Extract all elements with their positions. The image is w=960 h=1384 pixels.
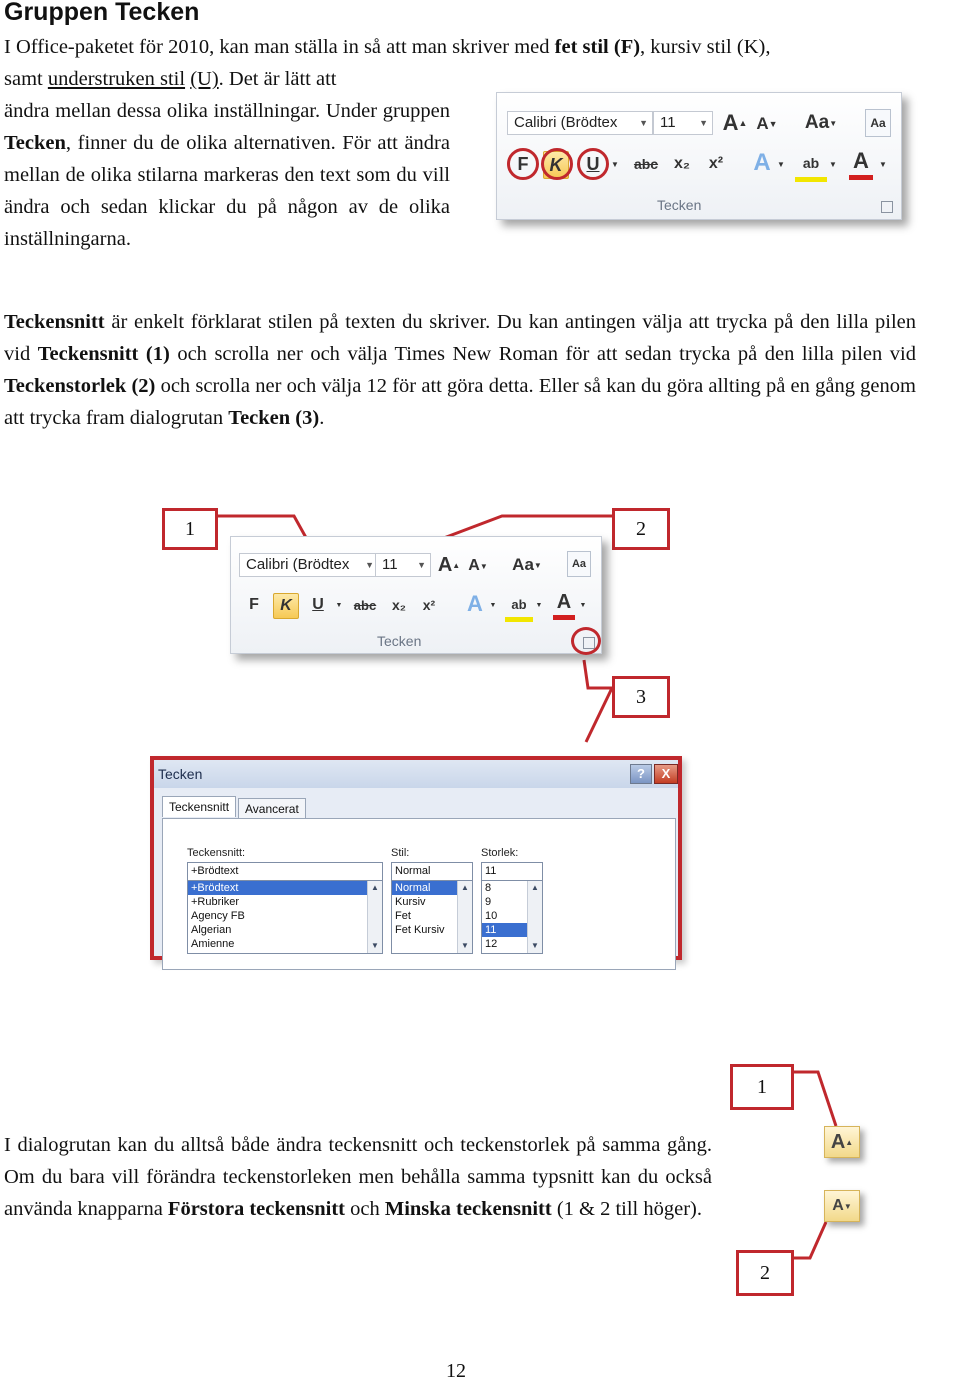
shrink-font-icon[interactable]: A ▼	[756, 114, 778, 133]
dialog-title-bar	[154, 760, 678, 788]
font-size-combo[interactable]	[375, 553, 431, 577]
scroll-down-icon[interactable]: ▼	[461, 941, 469, 950]
p2-bold: Teckensnitt	[4, 311, 105, 333]
list-item[interactable]: 12	[485, 938, 498, 950]
font-color-glyph: A	[556, 590, 572, 613]
shrink-font-glyph: A	[756, 114, 769, 133]
list-item[interactable]: Algerian	[191, 924, 232, 936]
list-item[interactable]: Normal	[392, 881, 472, 895]
scroll-up-icon[interactable]: ▲	[531, 883, 539, 892]
tab-panel	[162, 818, 676, 970]
ribbon-tecken-group-2	[230, 536, 602, 654]
side-callout-1: 1	[730, 1064, 794, 1110]
font-dialog	[150, 756, 682, 960]
intro-underline-key: (U)	[190, 68, 219, 90]
bold-button[interactable]	[243, 593, 265, 617]
page-heading: Gruppen Tecken	[4, 0, 200, 26]
group-label: Tecken	[377, 633, 422, 649]
clear-formatting-icon[interactable]: Aa	[865, 109, 891, 137]
size-label: Storlek:	[481, 847, 519, 859]
text-effects-icon[interactable]	[463, 591, 487, 617]
p2-text: och scrolla ner och välja Times New Roman för att sedan trycka på den lilla pilen vid	[169, 343, 917, 365]
dropdown-arrow-icon[interactable]: ▼	[417, 560, 426, 570]
strike-glyph: abc	[633, 156, 659, 172]
font-color-dropdown-icon[interactable]: ▼	[879, 159, 887, 169]
side-callout-2: 2	[736, 1250, 794, 1296]
scrollbar[interactable]	[457, 881, 472, 953]
p2-text: är enkelt förklarat stilen på texten du skriver. Du kan antingen välja att trycka på den lilla pilen vid	[4, 311, 916, 365]
p2-text: .	[319, 407, 325, 429]
intro-bold-fet: fet stil (F)	[554, 36, 641, 58]
size-list[interactable]	[481, 880, 543, 954]
superscript-icon[interactable]	[417, 593, 441, 617]
list-item[interactable]: 9	[485, 896, 492, 908]
italic-glyph: K	[549, 154, 563, 175]
shrink-font-button[interactable]: A ▼	[824, 1190, 860, 1222]
list-item[interactable]: Kursiv	[395, 896, 426, 908]
dropdown-arrow-icon[interactable]: ▼	[365, 560, 374, 570]
highlight-circle-launcher	[571, 627, 601, 655]
p2-text: och scrolla ner och välja 12 för att göra detta. Eller så kan du göra allting på en gång genom att trycka fram dialogrutan	[4, 375, 916, 429]
help-button[interactable]: ?	[630, 764, 652, 784]
style-list[interactable]	[391, 880, 473, 954]
strikethrough-icon[interactable]	[351, 593, 379, 617]
grow-font-icon[interactable]: A ▲	[722, 110, 748, 135]
shrink-font-glyph: A	[832, 1197, 844, 1214]
highlight-dropdown-icon[interactable]: ▼	[535, 601, 543, 609]
list-item[interactable]: Fet Kursiv	[395, 924, 445, 936]
list-item[interactable]: 10	[485, 910, 498, 922]
change-case-glyph: Aa	[804, 112, 830, 133]
dropdown-arrow-icon[interactable]: ▼	[639, 118, 648, 128]
clear-formatting-icon[interactable]: Aa	[567, 551, 591, 577]
scroll-up-icon[interactable]: ▲	[371, 883, 379, 892]
font-size-value: 11	[660, 114, 676, 131]
italic-glyph: K	[280, 597, 292, 614]
grow-font-button[interactable]: A ▲	[824, 1126, 860, 1158]
dialog-title: Tecken	[158, 766, 203, 782]
superscript-glyph: x²	[422, 597, 436, 613]
font-color-dropdown-icon[interactable]: ▼	[579, 601, 587, 609]
dropdown-arrow-icon[interactable]: ▼	[699, 118, 708, 128]
bold-glyph: F	[249, 596, 259, 613]
callout-line-3a	[584, 660, 612, 688]
side-callout-line-2	[794, 1222, 826, 1258]
page-number: 12	[446, 1360, 466, 1382]
change-case-icon[interactable]: Aa ▼	[512, 555, 542, 574]
scroll-up-icon[interactable]: ▲	[461, 883, 469, 892]
shrink-font-icon[interactable]: A ▼	[468, 557, 488, 574]
grow-font-glyph: A	[830, 1130, 846, 1153]
intro-bold-tecken: Tecken	[4, 132, 66, 154]
style-label: Stil:	[391, 847, 410, 859]
intro-text: I Office-paketet för 2010, kan man ställa in så att man skriver med	[4, 36, 555, 58]
intro-text: , finner du de olika alternativen. För att ändra mellan de olika stilarna markeras den text som du vill ändra och sedan klickar du på någon av de olika inställningarna.	[4, 132, 450, 250]
callout-3: 3	[612, 676, 670, 718]
list-item[interactable]: 11	[482, 923, 542, 937]
effects-dropdown-icon[interactable]: ▼	[489, 601, 497, 609]
highlight-glyph: ab	[511, 596, 527, 612]
italic-button[interactable]	[273, 593, 299, 619]
p2-bold: Teckenstorlek (2)	[4, 375, 156, 397]
scrollbar[interactable]	[367, 881, 382, 953]
grow-font-glyph: A	[437, 553, 453, 576]
underline-dropdown-icon[interactable]: ▼	[335, 601, 343, 609]
subscript-glyph: x₂	[391, 597, 406, 613]
p3-text: (1 & 2 till höger).	[551, 1198, 703, 1220]
intro-text: . Det är lätt att	[218, 68, 337, 90]
list-item[interactable]: +Brödtext	[188, 881, 382, 895]
callout-2: 2	[612, 508, 670, 550]
font-name-value: Calibri (Brödtex	[514, 114, 618, 131]
close-button[interactable]: X	[654, 764, 678, 784]
intro-text: , kursiv stil (K),	[640, 36, 771, 58]
effects-glyph: A	[753, 149, 771, 176]
grow-font-glyph: A	[722, 110, 739, 135]
p2-bold: Teckensnitt (1)	[37, 343, 170, 365]
intro-text: ändra mellan dessa olika inställningar. Under gruppen	[4, 100, 450, 122]
underline-glyph: U	[586, 153, 600, 174]
highlight-glyph: ab	[802, 155, 820, 171]
shrink-font-glyph: A	[468, 557, 480, 574]
scroll-down-icon[interactable]: ▼	[371, 941, 379, 950]
tab-teckensnitt[interactable]: Teckensnitt	[162, 796, 236, 817]
underline-dropdown-icon[interactable]: ▼	[611, 159, 619, 169]
callout-1: 1	[162, 508, 218, 550]
underline-glyph: U	[312, 596, 324, 613]
effects-dropdown-icon[interactable]: ▼	[777, 159, 785, 169]
paragraph-3	[4, 1129, 712, 1225]
highlight-dropdown-icon[interactable]: ▼	[829, 159, 837, 169]
font-name-value: Calibri (Brödtex	[246, 556, 350, 573]
font-name-combo[interactable]	[239, 553, 379, 577]
list-item[interactable]: 8	[485, 882, 492, 894]
intro-underline: understruken stil	[47, 68, 186, 90]
p3-bold: Förstora teckensnitt	[167, 1198, 345, 1220]
p3-bold: Minska teckensnitt	[384, 1198, 552, 1220]
superscript-glyph: x²	[708, 155, 724, 172]
list-item[interactable]: Fet	[395, 910, 411, 922]
side-callout-line-1	[794, 1072, 836, 1126]
effects-glyph: A	[467, 591, 483, 616]
scroll-down-icon[interactable]: ▼	[531, 941, 539, 950]
bold-glyph: F	[517, 153, 529, 174]
underline-button[interactable]	[307, 593, 329, 617]
intro-text: samt	[4, 68, 48, 90]
font-list[interactable]	[187, 880, 383, 954]
group-label: Tecken	[657, 197, 702, 213]
style-input[interactable]: Normal	[391, 862, 473, 881]
tab-avancerat[interactable]: Avancerat	[238, 798, 306, 819]
grow-font-icon[interactable]: A ▲	[437, 553, 461, 576]
p2-bold: Tecken (3)	[228, 407, 320, 429]
list-item[interactable]: Amienne	[191, 938, 235, 950]
change-case-icon[interactable]: Aa ▼	[804, 112, 838, 133]
list-item[interactable]: Agency FB	[191, 910, 245, 922]
strike-glyph: abc	[353, 597, 377, 613]
subscript-icon[interactable]	[387, 593, 411, 617]
size-input[interactable]: 11	[481, 862, 543, 881]
subscript-glyph: x₂	[673, 155, 690, 172]
font-label: Teckensnitt:	[187, 847, 246, 859]
p3-text: och	[344, 1198, 385, 1220]
p3-text: I dialogrutan kan du alltså både ändra teckensnitt och teckenstorlek på samma gång. Om du bara vill förändra teckenstorleken men behålla samma typsnitt kan du också använda knapparna	[4, 1134, 712, 1220]
font-size-value: 11	[382, 556, 398, 573]
text-highlight-icon[interactable]	[505, 591, 533, 622]
list-item[interactable]: +Rubriker	[191, 896, 239, 908]
font-input[interactable]: +Brödtext	[187, 862, 383, 881]
change-case-glyph: Aa	[512, 555, 534, 574]
font-color-icon[interactable]	[553, 589, 575, 620]
scrollbar[interactable]	[527, 881, 542, 953]
font-color-glyph: A	[853, 148, 869, 173]
callout-line-3b	[586, 688, 612, 742]
